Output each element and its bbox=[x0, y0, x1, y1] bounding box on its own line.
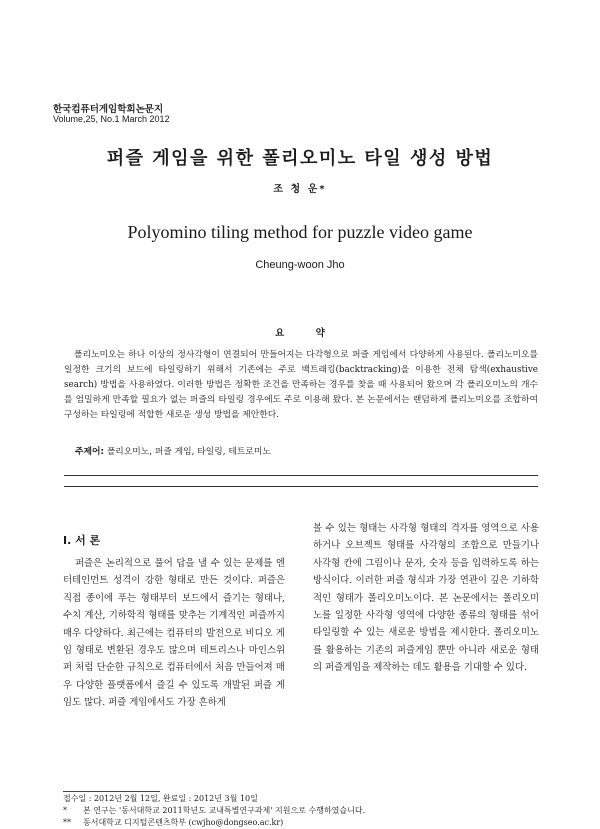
divider-top bbox=[64, 475, 538, 476]
keywords-text: 폴리오미노, 퍼즐 게임, 타일링, 테트로미노 bbox=[106, 447, 271, 457]
body-text-left-column: 퍼즐은 논리적으로 풀어 답을 낼 수 있는 문제를 엔터테인먼트 성격이 강한 형태로 만든 것이다. 퍼즐은 직접 종이에 푸는 형태부터 보드에서 즐기는 형태나, 수치 계산, 기하학적 형태를 맞추는 기계적인 퍼즐까지 매우 다양하다. 최근에는 컴퓨터의 발전으로 비디오 게임 형태로 변환된 경우도 많으며 테트리스나 마인스위퍼 처럼 단순한 규칙으로 컴퓨터에서 처음 만들어져 매우 다양한 플랫폼에서 즐길 수 있도록 개발된 퍼즐 게임도 많다. 퍼즐 게임에서도 가장 흔하게 bbox=[63, 558, 285, 709]
paper-title-english: Polyomino tiling method for puzzle video game bbox=[127, 222, 473, 242]
volume-info: Volume,25, No.1 March 2012 bbox=[53, 114, 170, 124]
abstract-heading: 요 약 bbox=[275, 328, 339, 339]
journal-name: 한국컴퓨터게임학회논문지 bbox=[53, 104, 164, 115]
footnotes bbox=[63, 793, 543, 829]
section-heading-introduction: Ⅰ. 서 론 bbox=[63, 534, 101, 547]
paper-title-korean: 퍼즐 게임을 위한 폴리오미노 타일 생성 방법 bbox=[106, 148, 494, 169]
footnote-mark: * bbox=[63, 806, 67, 815]
author-english: Cheung-woon Jho bbox=[255, 259, 345, 271]
footnote-mark: ** bbox=[63, 818, 71, 827]
keywords bbox=[75, 444, 271, 457]
keywords-label: 주제어: bbox=[75, 447, 105, 457]
footnote-funding-text: 본 연구는 '동서대학교 2011학년도 교내특별연구과제' 지원으로 수행하였습니다. bbox=[83, 806, 366, 815]
body-text-right-column: 볼 수 있는 형태는 사각형 형태의 격자를 영역으로 사용하거나 오브젝트 형태를 사각형의 조합으로 만들기나 사각형 칸에 그림이나 문자, 숫자 등을 입력하도록 하는 방식이다. 이러한 퍼즐 형식과 가장 연관이 깊은 기하학적인 형태가 폴리오미노이다. 본 논문에서는 폴리오미노를 일정한 사각형 영역에 다양한 종류의 형태를 섞어 타일링할 수 있는 새로운 방법을 제시한다. 폴리오미노를 활용하는 기존의 퍼즐게임 뿐만 아니라 새로운 형태의 퍼즐게임을 제작하는 데도 활용을 기대할 수 있다. bbox=[313, 523, 539, 674]
footnote-affiliation-text: 동서대학교 디지털콘텐츠학부 (cwjho@dongseo.ac.kr) bbox=[83, 818, 284, 827]
author-korean: 조 청 운* bbox=[273, 184, 327, 195]
abstract-text: 폴리노미오는 하나 이상의 정사각형이 연결되어 만들어지는 다각형으로 퍼즐 게임에서 다양하게 사용된다. 폴리노미오를 일정한 크기의 보드에 타일링하기 위해서 기존에는 주로 백트래킹(backtracking)을 이용한 전체 탐색(exhaustive search) 방법을 사용하였다. 이러한 방법은 정확한 조건을 만족하는 경우를 찾을 때 사용되어 왔으며 각 폴리오미노의 개수를 엄밀하게 만족할 필요가 없는 퍼즐의 타일링 경우에도 주로 이용해 왔다. 본 논문에서는 랜덤하게 폴리노미오를 조합하여 구성하는 타일링에 적합한 새로운 생성 방법을 제안한다. bbox=[64, 350, 538, 420]
footnote-funding bbox=[63, 805, 543, 817]
divider-bottom bbox=[64, 486, 538, 487]
footnote-affiliation bbox=[63, 817, 543, 829]
footnote-dates: 접수일 : 2012년 2월 12일, 완료일 : 2012년 3월 10일 bbox=[63, 794, 258, 803]
footnote-divider bbox=[63, 791, 160, 792]
